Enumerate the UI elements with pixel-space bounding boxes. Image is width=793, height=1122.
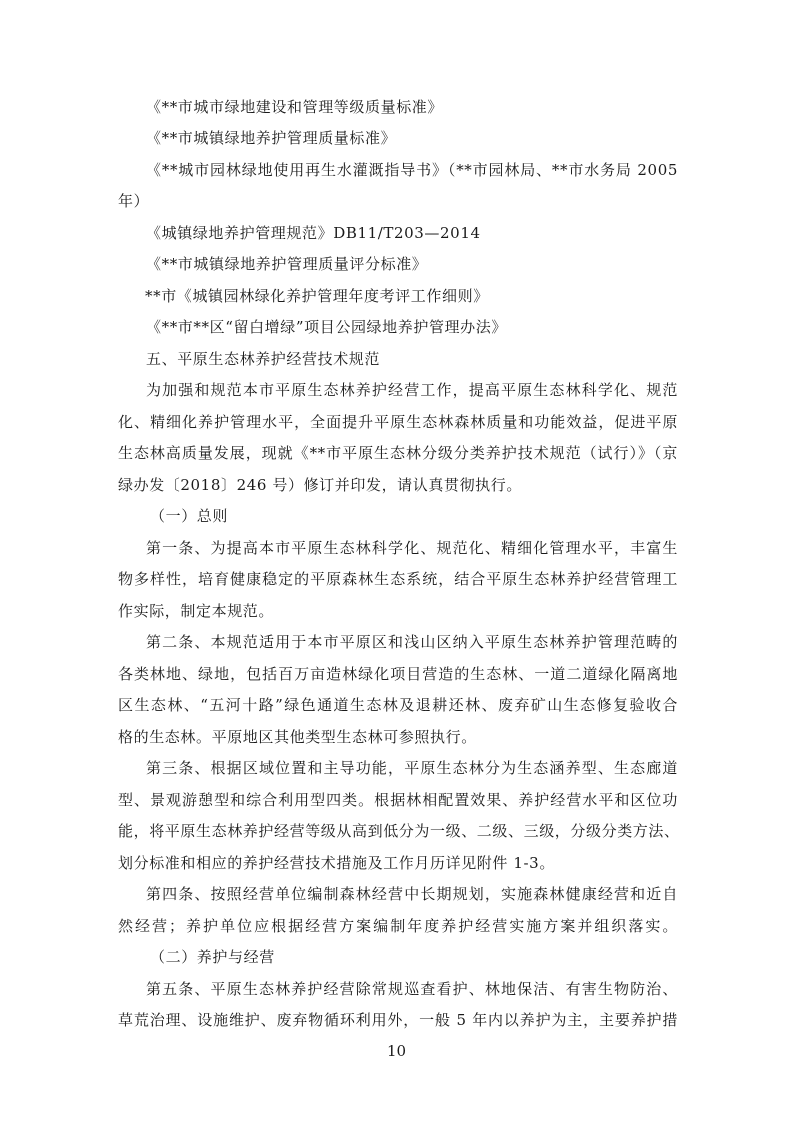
paragraph-line: 第四条、按照经营单位编制森林经营中长期规划，实施森林健康经营和近自 — [146, 885, 678, 903]
subsection-heading: （二）养护与经营 — [150, 948, 275, 966]
paragraph-line: 然经营；养护单位应根据经营方案编制年度养护经营实施方案并组织落实。 — [118, 917, 678, 935]
paragraph-line: 第五条、平原生态林养护经营除常规巡查看护、林地保洁、有害生物防治、 — [146, 980, 678, 998]
page-number: 10 — [386, 1042, 407, 1060]
paragraph-line: 化、精细化养护管理水平，全面提升平原生态林森林质量和功能效益，促进平原 — [118, 413, 678, 431]
paragraph-line: 区生态林、“五河十路”绿色通道生态林及退耕还林、废弃矿山生态修复验收合 — [118, 696, 678, 714]
reference-item-continuation: 年） — [118, 192, 150, 210]
paragraph-line: 作实际，制定本规范。 — [118, 602, 275, 620]
paragraph-line: 第二条、本规范适用于本市平原区和浅山区纳入平原生态林养护管理范畴的 — [146, 633, 678, 651]
reference-item: 《城镇绿地养护管理规范》DB11/T203—2014 — [146, 224, 481, 242]
reference-item: 《**市城镇绿地养护管理质量标准》 — [146, 129, 397, 147]
reference-item: 《**市**区“留白增绿”项目公园绿地养护管理办法》 — [146, 318, 507, 336]
reference-item: 《**市城市绿地建设和管理等级质量标准》 — [146, 98, 444, 116]
paragraph-line: 物多样性，培育健康稳定的平原森林生态系统，结合平原生态林养护经营管理工 — [118, 570, 678, 588]
paragraph-line: 能，将平原生态林养护经营等级从高到低分为一级、二级、三级，分级分类方法、 — [118, 822, 680, 840]
paragraph-line: 为加强和规范本市平原生态林养护经营工作，提高平原生态林科学化、规范 — [146, 381, 678, 399]
section-heading: 五、平原生态林养护经营技术规范 — [146, 350, 381, 368]
reference-item: 《**市城镇绿地养护管理质量评分标准》 — [146, 255, 428, 273]
paragraph-line: 划分标准和相应的养护经营技术措施及工作月历详见附件 1-3。 — [118, 854, 555, 872]
paragraph-line: 生态林高质量发展，现就《**市平原生态林分级分类养护技术规范（试行）》（京 — [118, 444, 678, 462]
reference-item: **市《城镇园林绿化养护管理年度考评工作细则》 — [145, 287, 489, 305]
paragraph-line: 第一条、为提高本市平原生态林科学化、规范化、精细化管理水平，丰富生 — [146, 539, 678, 557]
paragraph-line: 绿办发〔2018〕246 号）修订并印发，请认真贯彻执行。 — [118, 476, 522, 494]
paragraph-line: 草荒治理、设施维护、废弃物循环利用外，一般 5 年内以养护为主，主要养护措 — [118, 1011, 678, 1029]
reference-item: 《**城市园林绿地使用再生水灌溉指导书》（**市园林局、**市水务局 2005 — [146, 161, 678, 179]
paragraph-line: 第三条、根据区域位置和主导功能，平原生态林分为生态涵养型、生态廊道 — [146, 759, 678, 777]
subsection-heading: （一）总则 — [150, 507, 229, 525]
paragraph-line: 型、景观游憩型和综合利用型四类。根据林相配置效果、养护经营水平和区位功 — [118, 791, 678, 809]
paragraph-line: 格的生态林。平原地区其他类型生态林可参照执行。 — [118, 728, 477, 746]
paragraph-line: 各类林地、绿地，包括百万亩造林绿化项目营造的生态林、一道二道绿化隔离地 — [118, 665, 678, 683]
